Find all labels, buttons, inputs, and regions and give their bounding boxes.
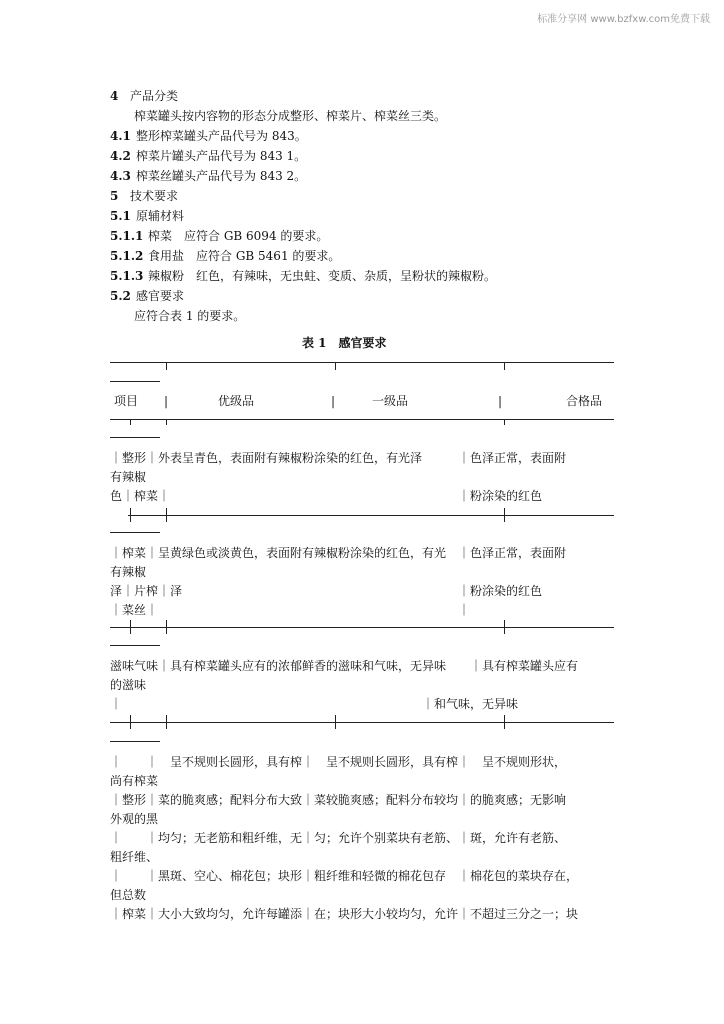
rule-tick — [504, 419, 505, 425]
clause-text: 整形榨菜罐头产品代号为 843。 — [136, 129, 307, 143]
table-text-line: ｜榨菜｜呈黄绿色或淡黄色，表面附有辣椒粉涂染的红色，有光 ｜色泽正常，表面附 — [110, 546, 567, 560]
table-text-line: ｜ ｜黑斑、空心、棉花包；块形｜粗纤维和轻微的棉花包存 ｜棉花包的菜块存在， — [110, 869, 579, 883]
rule-tick — [504, 362, 505, 370]
header-sep: | — [331, 394, 336, 408]
rule-short — [110, 532, 160, 533]
clause-number: 5.1.3 — [110, 269, 144, 283]
clause-line — [110, 289, 184, 303]
clause-text: 食用盐 应符合 GB 5461 的要求。 — [148, 249, 341, 263]
clause-text: 感官要求 — [136, 289, 185, 303]
header-sep: | — [498, 394, 503, 408]
header-first-grade: 一级品 — [372, 394, 409, 408]
table-text-line: 的滋味 — [110, 678, 147, 692]
clause-number: 5.1 — [110, 209, 131, 223]
header-item: 项目 — [114, 394, 139, 408]
clause-text: 产品分类 — [130, 89, 179, 103]
rule-short — [110, 437, 160, 438]
clause-number: 5 — [110, 189, 119, 203]
rule-tick — [504, 508, 505, 522]
rule-tick — [130, 508, 131, 522]
header-bottom-rule — [110, 419, 614, 420]
clause-number: 4.2 — [110, 149, 131, 163]
clause-line — [110, 249, 340, 263]
clause-text: 榨菜丝罐头产品代号为 843 2。 — [136, 169, 307, 183]
clause-line — [110, 189, 178, 203]
table-text-line: 外观的黑 — [110, 812, 159, 826]
clause-number: 4.3 — [110, 169, 131, 183]
table-top-rule — [110, 362, 614, 363]
rule-short — [110, 741, 160, 742]
table-text-line: 有辣椒 — [110, 470, 147, 484]
rule-tick — [166, 419, 167, 425]
table-text-line: ｜ ｜均匀；无老筋和粗纤维，无｜匀；允许个别菜块有老筋、｜斑，允许有老筋、 — [110, 831, 567, 845]
clause-line — [134, 109, 446, 123]
table-text-line: 尚有榨菜 — [110, 774, 159, 788]
header-premium: 优级品 — [218, 394, 255, 408]
rule-tick — [504, 620, 505, 634]
table-text-line: 滋味气味｜具有榨菜罐头应有的浓郁鲜香的滋味和气味，无异味 ｜具有榨菜罐头应有 — [110, 659, 579, 673]
row-rule — [110, 722, 614, 723]
table-text-line: ｜榨菜｜大小大致均匀，允许每罐添｜在；块形大小较均匀，允许｜不超过三分之一；块 — [110, 907, 579, 921]
clause-line — [110, 209, 184, 223]
rule-short — [110, 381, 160, 382]
table-caption: 表 1 感官要求 — [302, 336, 387, 350]
header-qualified: 合格品 — [566, 394, 603, 408]
rule-short — [110, 645, 160, 646]
clause-line — [110, 129, 307, 143]
rule-tick — [130, 620, 131, 634]
watermark: 标准分享网 www.bzfxw.com免费下载 — [537, 14, 710, 25]
clause-number: 5.2 — [110, 289, 131, 303]
clause-text: 榨菜 应符合 GB 6094 的要求。 — [148, 229, 329, 243]
clause-line — [110, 269, 496, 283]
rule-tick — [130, 715, 131, 729]
table-text-line: 粗纤维、 — [110, 850, 159, 864]
table-text-line: ｜ ｜ 呈不规则长圆形，具有榨｜ 呈不规则长圆形，具有榨｜ 呈不规则形状， — [110, 755, 567, 769]
table-text-line: ｜整形｜菜的脆爽感；配料分布大致｜菜较脆爽感；配料分布较均｜的脆爽感；无影响 — [110, 793, 567, 807]
rule-tick — [166, 620, 167, 634]
row-rule — [110, 627, 614, 628]
table-text-line: ｜菜丝｜ ｜ — [110, 603, 471, 617]
rule-tick — [166, 362, 167, 370]
table-text-line: 有辣椒 — [110, 565, 147, 579]
clause-line — [110, 149, 306, 163]
clause-number: 5.1.1 — [110, 229, 144, 243]
table-text-line: 泽｜片榨｜泽 ｜粉涂染的红色 — [110, 584, 543, 598]
table-text-line: ｜ ｜和气味，无异味 — [110, 697, 519, 711]
rule-tick — [335, 362, 336, 370]
clause-text: 榨菜片罐头产品代号为 843 1。 — [136, 149, 307, 163]
rule-tick — [130, 419, 131, 425]
clause-text: 应符合表 1 的要求。 — [134, 309, 246, 323]
rule-tick — [335, 715, 336, 729]
clause-line — [110, 89, 178, 103]
row-rule — [128, 515, 614, 516]
clause-text: 榨菜罐头按内容物的形态分成整形、榨菜片、榨菜丝三类。 — [134, 109, 447, 123]
clause-line — [134, 309, 245, 323]
rule-tick — [166, 508, 167, 522]
table-text-line: ｜整形｜外表呈青色，表面附有辣椒粉涂染的红色，有光泽 ｜色泽正常，表面附 — [110, 451, 567, 465]
clause-line — [110, 229, 328, 243]
clause-line — [110, 169, 306, 183]
clause-text: 原辅材料 — [136, 209, 185, 223]
clause-text: 技术要求 — [130, 189, 179, 203]
rule-tick — [504, 715, 505, 729]
clause-number: 5.1.2 — [110, 249, 144, 263]
table-text-line: 色｜榨菜｜ ｜粉涂染的红色 — [110, 489, 543, 503]
clause-text: 辣椒粉 红色，有辣味，无虫蛀、变质、杂质，呈粉状的辣椒粉。 — [148, 269, 497, 283]
header-sep: | — [164, 394, 169, 408]
clause-number: 4.1 — [110, 129, 131, 143]
clause-number: 4 — [110, 89, 119, 103]
table-text-line: 但总数 — [110, 888, 147, 902]
rule-tick — [166, 715, 167, 729]
